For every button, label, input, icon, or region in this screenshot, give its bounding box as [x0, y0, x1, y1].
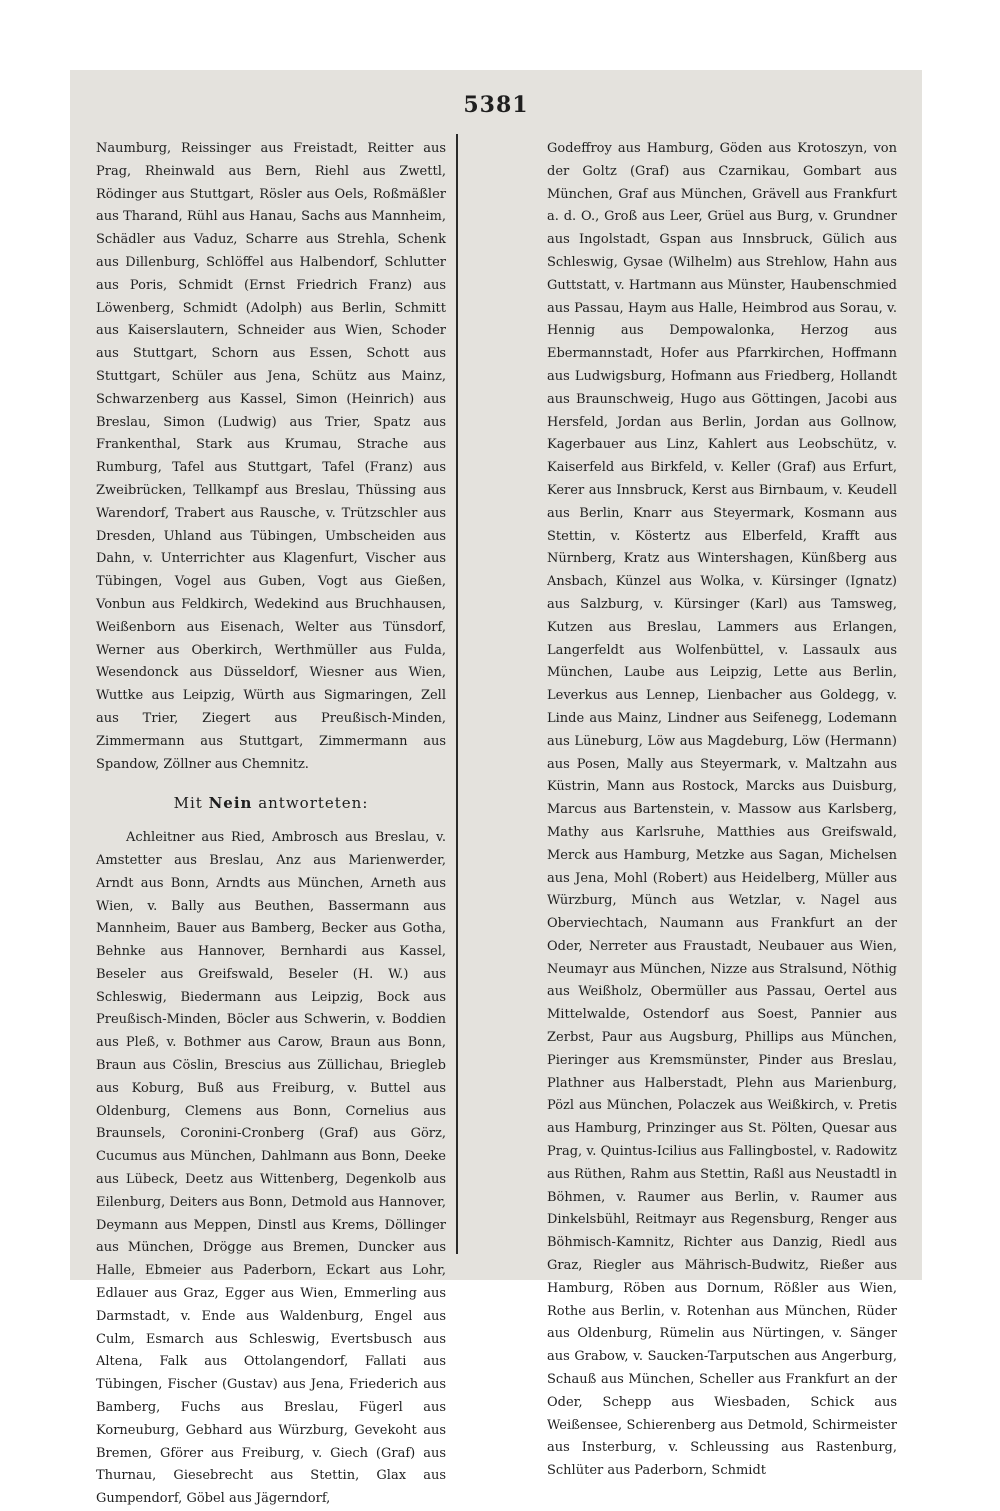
heading-emphasis: Nein — [208, 794, 253, 813]
heading-prefix: Mit — [173, 794, 203, 813]
left-paragraph-no-voters: Achleitner aus Ried, Ambrosch aus Breslau, v. Amstetter aus Breslau, Anz aus Marienwerder, Arndt aus Bonn, Arndts aus München, Arneth aus Wien, v. Bally aus Beuthen, Bassermann aus Mannheim, Bauer aus Bamberg, Becker aus Gotha, Behnke aus Hannover, Bernhardi aus Kassel, Beseler aus Greifswald, Beseler (H. W.) aus Schleswig, Biedermann aus Leipzig, Bock aus Preußisch-Minden, Böcler aus Schwerin, v. Boddien aus Pleß, v. Bothmer aus Carow, Braun aus Bonn, Braun aus Cöslin, Brescius aus Züllichau, Briegleb aus Koburg, Buß aus Freiburg, v. Buttel aus Oldenburg, Clemens aus Bonn, Cornelius aus Braunsels, Coronini-Cronberg (Graf) aus Görz, Cucumus aus München, Dahlmann aus Bonn, Deeke aus Lübeck, Deetz aus Wittenberg, Degenkolb aus Eilenburg, Deiters aus Bonn, Detmold aus Hannover, Deymann aus Meppen, Dinstl aus Krems, Döllinger aus München, Drögge aus Bremen, Duncker aus Halle, Ebmeier aus Paderborn, Eckart aus Lohr, Edlauer aus Graz, Egger aus Wien, Emmerling aus Darmstadt, v. Ende aus Waldenburg, Engel aus Culm, Esmarch aus Schleswig, Evertsbusch aus Altena, Falk aus Ottolangendorf, Fallati aus Tübingen, Fischer (Gustav) aus Jena, Friederich aus Bamberg, Fuchs aus Breslau, Fügerl aus Korneuburg, Gebhard aus Würzburg, Gevekoht aus Bremen, Gförer aus Freiburg, v. Giech (Graf) aus Thurnau, Giesebrecht aus Stettin, Glax aus Gumpendorf, Göbel aus Jägerndorf, — [96, 830, 446, 1507]
left-column — [96, 138, 446, 1511]
right-column — [547, 138, 897, 1483]
right-paragraph-no-voters-continued: Godeffroy aus Hamburg, Göden aus Krotoszyn, von der Goltz (Graf) aus Czarnikau, Gombart aus München, Graf aus München, Grävell aus Frankfurt a. d. O., Groß aus Leer, Grüel aus Burg, v. Grundner aus Ingolstadt, Gspan aus Innsbruck, Gülich aus Schleswig, Gysae (Wilhelm) aus Strehlow, Hahn aus Guttstatt, v. Hartmann aus Münster, Haubenschmied aus Passau, Haym aus Halle, Heimbrod aus Sorau, v. Hennig aus Dempowalonka, Herzog aus Ebermannstadt, Hofer aus Pfarrkirchen, Hoffmann aus Ludwigsburg, Hofmann aus Friedberg, Hollandt aus Braunschweig, Hugo aus Göttingen, Jacobi aus Hersfeld, Jordan aus Berlin, Jordan aus Gollnow, Kagerbauer aus Linz, Kahlert aus Leobschütz, v. Kaiserfeld aus Birkfeld, v. Keller (Graf) aus Erfurt, Kerer aus Innsbruck, Kerst aus Birnbaum, v. Keudell aus Berlin, Knarr aus Steyermark, Kosmann aus Stettin, v. Köstertz aus Elberfeld, Krafft aus Nürnberg, Kratz aus Wintershagen, Künßberg aus Ansbach, Künzel aus Wolka, v. Kürsinger (Ignatz) aus Salzburg, v. Kürsinger (Karl) aus Tamsweg, Kutzen aus Breslau, Lammers aus Erlangen, Langerfeldt aus Wolfenbüttel, v. Lassaulx aus München, Laube aus Leipzig, Lette aus Berlin, Leverkus aus Lennep, Lienbacher aus Goldegg, v. Linde aus Mainz, Lindner aus Seifenegg, Lodemann aus Lüneburg, Löw aus Magdeburg, Löw (Hermann) aus Posen, Mally aus Steyermark, v. Maltzahn aus Küstrin, Mann aus Rostock, Marcks aus Duisburg, Marcus aus Bartenstein, v. Massow aus Karlsberg, Mathy aus Karlsruhe, Matthies aus Greifswald, Merck aus Hamburg, Metzke aus Sagan, Michelsen aus Jena, Mohl (Robert) aus Heidelberg, Müller aus Würzburg, Münch aus Wetzlar, v. Nagel aus Oberviechtach, Naumann aus Frankfurt an der Oder, Nerreter aus Fraustadt, Neubauer aus Wien, Neumayr aus München, Nizze aus Stralsund, Nöthig aus Weißholz, Obermüller aus Passau, Oertel aus Mittelwalde, Ostendorf aus Soest, Pannier aus Zerbst, Paur aus Augsburg, Phillips aus München, Pieringer aus Kremsmünster, Pinder aus Breslau, Plathner aus Halberstadt, Plehn aus Marienburg, Pözl aus München, Polaczek aus Weißkirch, v. Pretis aus Hamburg, Prinzinger aus St. Pölten, Quesar aus Prag, v. Quintus-Icilius aus Fallingbostel, v. Radowitz aus Rüthen, Rahm aus Stettin, Raßl aus Neustadtl in Böhmen, v. Raumer aus Berlin, v. Raumer aus Dinkelsbühl, Reitmayr aus Regensburg, Renger aus Böhmisch-Kamnitz, Richter aus Danzig, Riedl aus Graz, Riegler aus Mährisch-Budwitz, Rießer aus Hamburg, Röben aus Dornum, Rößler aus Wien, Rothe aus Berlin, v. Rotenhan aus München, Rüder aus Oldenburg, Rümelin aus Nürtingen, v. Sänger aus Grabow, v. Saucken-Tarputschen aus Angerburg, Schauß aus München, Scheller aus Frankfurt an der Oder, Schepp aus Wiesbaden, Schick aus Weißensee, Schierenberg aus Detmold, Schirmeister aus Insterburg, v. Schleussing aus Rastenburg, Schlüter aus Paderborn, Schmidt — [547, 141, 897, 1479]
left-paragraph-yes-voters: Naumburg, Reissinger aus Freistadt, Reitter aus Prag, Rheinwald aus Bern, Riehl aus Zwettl, Rödinger aus Stuttgart, Rösler aus Oels, Roßmäßler aus Tharand, Rühl aus Hanau, Sachs aus Mannheim, Schädler aus Vaduz, Scharre aus Strehla, Schenk aus Dillenburg, Schlöffel aus Halbendorf, Schlutter aus Poris, Schmidt (Ernst Friedrich Franz) aus Löwenberg, Schmidt (Adolph) aus Berlin, Schmitt aus Kaiserslautern, Schneider aus Wien, Schoder aus Stuttgart, Schorn aus Essen, Schott aus Stuttgart, Schüler aus Jena, Schütz aus Mainz, Schwarzenberg aus Kassel, Simon (Heinrich) aus Breslau, Simon (Ludwig) aus Trier, Spatz aus Frankenthal, Stark aus Krumau, Strache aus Rumburg, Tafel aus Stuttgart, Tafel (Franz) aus Zweibrücken, Tellkampf aus Breslau, Thüssing aus Warendorf, Trabert aus Rausche, v. Trützschler aus Dresden, Uhland aus Tübingen, Umbscheiden aus Dahn, v. Unterrichter aus Klagenfurt, Vischer aus Tübingen, Vogel aus Guben, Vogt aus Gießen, Vonbun aus Feldkirch, Wedekind aus Bruchhausen, Weißenborn aus Eisenach, Welter aus Tünsdorf, Werner aus Oberkirch, Werthmüller aus Fulda, Wesendonck aus Düsseldorf, Wiesner aus Wien, Wuttke aus Leipzig, Würth aus Sigmaringen, Zell aus Trier, Ziegert aus Preußisch-Minden, Zimmermann aus Stuttgart, Zimmermann aus Spandow, Zöllner aus Chemnitz. — [96, 141, 446, 772]
page-number: 5381 — [463, 92, 529, 118]
scanned-page — [70, 70, 922, 1507]
heading-suffix: antworteten: — [258, 794, 369, 813]
column-divider — [456, 134, 458, 1254]
section-heading-no-voters — [96, 792, 446, 815]
